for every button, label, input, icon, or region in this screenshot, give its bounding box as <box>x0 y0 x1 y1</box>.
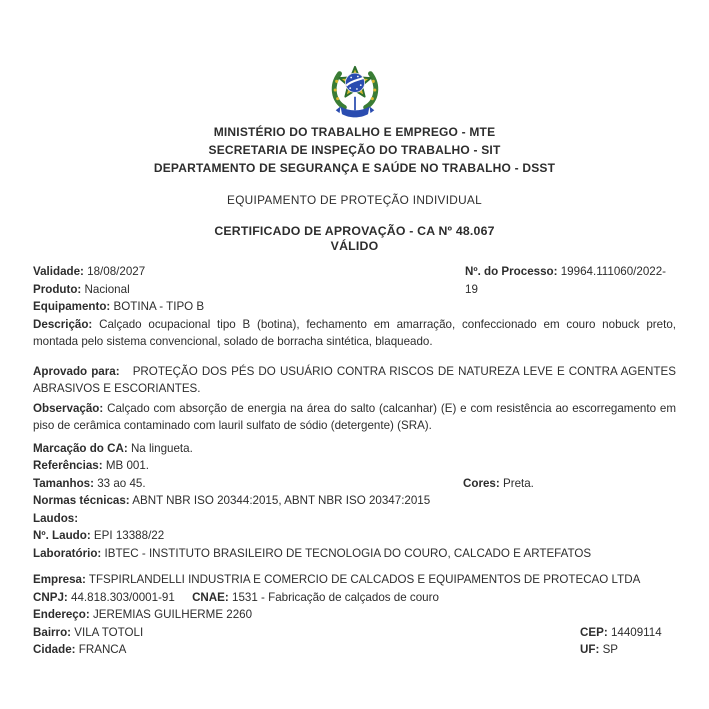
produto-value: Nacional <box>84 282 130 296</box>
field-bairro-cep <box>33 624 676 642</box>
laboratorio-value: IBTEC - INSTITUTO BRASILEIRO DE TECNOLOGIA DO COURO, CALCADO E ARTEFATOS <box>104 546 592 560</box>
laboratorio-label: Laboratório: <box>33 546 102 560</box>
cep-value: 14409114 <box>610 625 662 639</box>
referencias-label: Referências: <box>33 459 103 472</box>
observacao-label: Observação: <box>33 401 104 415</box>
field-endereco <box>33 606 676 624</box>
tamanhos-label: Tamanhos: <box>33 476 94 490</box>
processo-label: Nº. do Processo: <box>465 265 558 278</box>
secretariat-line: SECRETARIA DE INSPEÇÃO DO TRABALHO - SIT <box>208 143 501 157</box>
status-label: VÁLIDO <box>330 239 379 253</box>
equipamento-label: Equipamento: <box>33 300 111 313</box>
cnae-value: 1531 - Fabricação de calçados de couro <box>232 590 439 604</box>
cidade-label: Cidade: <box>33 643 76 656</box>
certificate-title: CERTIFICADO DE APROVAÇÃO - CA Nº 48.067 <box>214 224 495 238</box>
field-laudos <box>33 510 676 528</box>
validade-label: Validade: <box>33 265 84 278</box>
observacao-value: Calçado com absorção de energia na área do salto (calcanhar) (E) e com resistência ao escorregamento em piso de cerâmica contaminado com lauril sulfato de sódio (detergente) (SRA). <box>33 401 676 432</box>
field-descricao <box>33 316 676 351</box>
field-cnae <box>192 591 439 604</box>
cnpj-value: 44.818.303/0001-91 <box>71 590 175 604</box>
tamanhos-value: 33 ao 45. <box>97 476 146 490</box>
bairro-label: Bairro: <box>33 625 72 639</box>
aprovado-para-label: Aprovado para: <box>33 364 120 378</box>
processo-value: 19964.111060/2022-19 <box>465 265 667 296</box>
descricao-label: Descrição: <box>33 317 93 331</box>
field-cep <box>580 624 662 642</box>
field-normas <box>33 492 676 510</box>
field-cores <box>463 475 534 493</box>
brazil-coat-of-arms-icon <box>328 58 382 122</box>
cores-label: Cores: <box>463 476 500 490</box>
descricao-value: Calçado ocupacional tipo B (botina), fechamento em amarração, confeccionado em couro nobuck preto, montada pelo sistema convencional, solado de borracha sintética, blaqueado. <box>33 317 676 348</box>
marcacao-value: Na lingueta. <box>130 441 193 455</box>
field-equipamento <box>33 298 676 316</box>
org-header <box>0 123 709 177</box>
cidade-value: FRANCA <box>78 643 127 656</box>
field-marcacao <box>33 440 676 458</box>
normas-value: ABNT NBR ISO 20344:2015, ABNT NBR ISO 20347:2015 <box>132 494 431 507</box>
validade-value: 18/08/2027 <box>87 265 146 278</box>
field-empresa <box>33 571 676 589</box>
referencias-value: MB 001. <box>105 459 150 472</box>
produto-label: Produto: <box>33 282 82 296</box>
department-line: DEPARTAMENTO DE SEGURANÇA E SAÚDE NO TRABALHO - DSST <box>153 161 556 175</box>
field-uf <box>580 641 618 659</box>
field-tamanhos-cores <box>33 475 676 493</box>
cep-label: CEP: <box>580 625 608 639</box>
num-laudo-label: Nº. Laudo: <box>33 529 91 542</box>
num-laudo-value: EPI 13388/22 <box>93 529 165 542</box>
cnae-label: CNAE: <box>192 590 229 604</box>
laudos-label: Laudos: <box>33 511 79 525</box>
field-observacao <box>33 400 676 435</box>
field-laboratorio <box>33 545 676 563</box>
endereco-label: Endereço: <box>33 608 90 621</box>
field-aprovado-para <box>33 363 676 398</box>
bairro-value: VILA TOTOLI <box>74 625 144 639</box>
uf-label: UF: <box>580 643 600 656</box>
cnpj-label: CNPJ: <box>33 590 68 604</box>
epi-subtitle: EQUIPAMENTO DE PROTEÇÃO INDIVIDUAL <box>227 193 482 207</box>
marcacao-label: Marcação do CA: <box>33 441 128 455</box>
certificate-body <box>33 263 676 659</box>
cores-value: Preta. <box>502 476 534 490</box>
field-produto <box>33 281 676 299</box>
equipamento-value: BOTINA - TIPO B <box>113 300 205 313</box>
uf-value: SP <box>602 643 619 656</box>
certificate-title-block <box>0 224 709 254</box>
normas-label: Normas técnicas: <box>33 494 130 507</box>
aprovado-para-value: PROTEÇÃO DOS PÉS DO USUÁRIO CONTRA RISCOS DE NATUREZA LEVE E CONTRA AGENTES ABRASIVOS E ESCORIANTES. <box>33 364 676 395</box>
ministry-line: MINISTÉRIO DO TRABALHO E EMPREGO - MTE <box>213 125 496 139</box>
empresa-value: TFSPIRLANDELLI INDUSTRIA E COMERCIO DE CALCADOS E EQUIPAMENTOS DE PROTECAO LTDA <box>88 573 641 586</box>
empresa-label: Empresa: <box>33 573 86 586</box>
endereco-value: JEREMIAS GUILHERME 2260 <box>92 608 253 621</box>
field-cnpj-cnae <box>33 589 676 607</box>
field-num-laudo <box>33 527 676 545</box>
field-cidade-uf <box>33 641 676 659</box>
field-referencias <box>33 457 676 475</box>
